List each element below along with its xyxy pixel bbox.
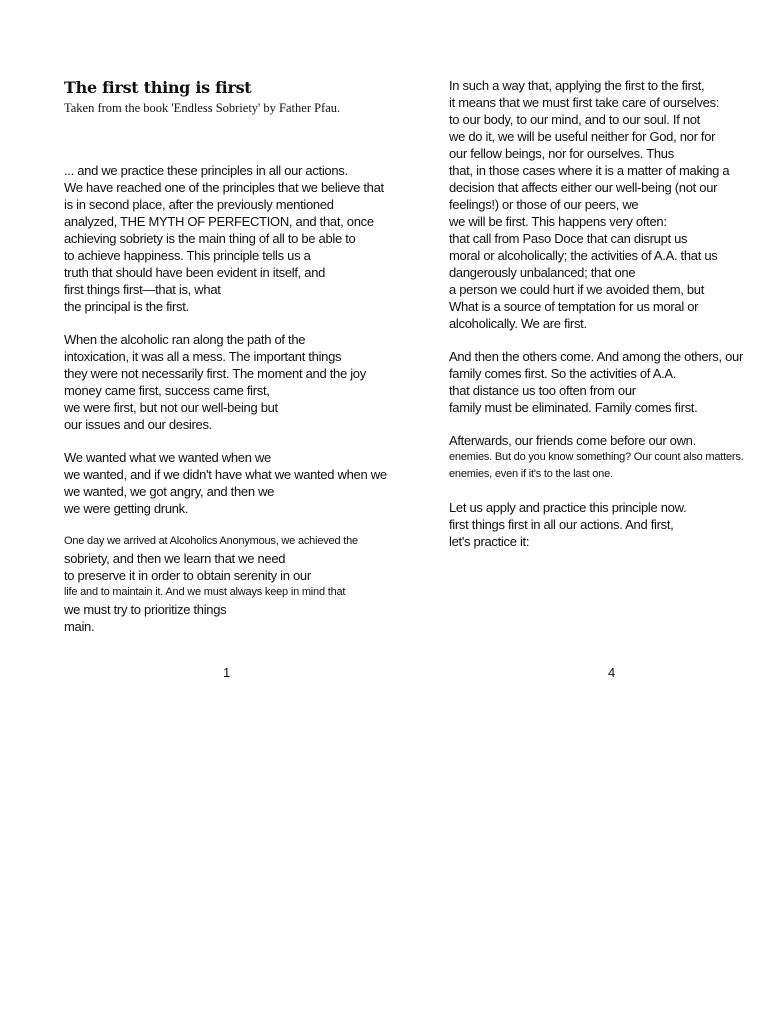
text-line: One day we arrived at Alcoholics Anonymous, we achieved the (64, 535, 358, 547)
left-page-column (64, 77, 409, 635)
text-line: We have reached one of the principles that we believe that (64, 180, 384, 195)
text-line: we wanted, and if we didn't have what we wanted when we (64, 467, 387, 482)
paragraph (449, 348, 768, 416)
text-line: What is a source of temptation for us moral or (449, 299, 699, 314)
text-line: main. (64, 619, 95, 634)
text-line: to our body, to our mind, and to our soul. If not (449, 112, 700, 127)
paragraph (449, 77, 768, 332)
text-line: dangerously unbalanced; that one (449, 265, 636, 280)
text-line: we were getting drunk. (64, 501, 189, 516)
text-line: intoxication, it was all a mess. The important things (64, 349, 342, 364)
text-line: we must try to prioritize things (64, 602, 227, 617)
text-line: the principal is the first. (64, 299, 189, 314)
text-line: they were not necessarily first. The moment and the joy (64, 366, 366, 381)
text-line: sobriety, and then we learn that we need (64, 551, 286, 566)
document-title: The first thing is first (64, 78, 252, 97)
text-line: family must be eliminated. Family comes first. (449, 400, 698, 415)
text-line: money came first, success came first, (64, 383, 270, 398)
text-line: family comes first. So the activities of A.A. (449, 366, 677, 381)
text-line: Afterwards, our friends come before our own. (449, 433, 696, 448)
text-line: When the alcoholic ran along the path of the (64, 332, 306, 347)
document-subtitle: Taken from the book 'Endless Sobriety' by Father Pfau. (64, 101, 341, 115)
paragraph (64, 331, 409, 433)
text-line: we were first, but not our well-being but (64, 400, 278, 415)
text-line: that call from Paso Doce that can disrupt us (449, 231, 688, 246)
text-line: first things first—that is, what (64, 282, 221, 297)
text-line: is in second place, after the previously mentioned (64, 197, 334, 212)
text-line: ... and we practice these principles in all our actions. (64, 163, 348, 178)
page-number-left: 1 (223, 665, 231, 680)
text-line: it means that we must first take care of ourselves: (449, 95, 720, 110)
left-body-text (64, 162, 409, 635)
text-line: feelings!) or those of our peers, we (449, 197, 639, 212)
text-line: that distance us too often from our (449, 383, 636, 398)
text-line: a person we could hurt if we avoided them, but (449, 282, 705, 297)
text-line: first things first in all our actions. And first, (449, 517, 674, 532)
text-line: our fellow beings, nor for ourselves. Thus (449, 146, 674, 161)
text-line: that, in those cases where it is a matter of making a (449, 163, 730, 178)
text-line: enemies. But do you know something? Our count also matters. (449, 451, 744, 463)
text-line: decision that affects either our well-being (not our (449, 180, 718, 195)
paragraph (64, 533, 409, 635)
text-line: we wanted, we got angry, and then we (64, 484, 275, 499)
text-line: Let us apply and practice this principle now. (449, 500, 687, 515)
page-number-right: 4 (608, 665, 616, 680)
text-line: life and to maintain it. And we must always keep in mind that (64, 586, 346, 598)
right-body-text (449, 77, 768, 550)
paragraph (449, 499, 768, 550)
text-line: truth that should have been evident in itself, and (64, 265, 326, 280)
paragraph (64, 449, 409, 517)
text-line: we do it, we will be useful neither for God, nor for (449, 129, 716, 144)
text-line: enemies, even if it's to the last one. (449, 468, 613, 480)
text-line: In such a way that, applying the first to the first, (449, 78, 705, 93)
text-line: let's practice it: (449, 534, 530, 549)
text-line: alcoholically. We are first. (449, 316, 587, 331)
paragraph (449, 432, 768, 483)
text-line: We wanted what we wanted when we (64, 450, 271, 465)
text-line: moral or alcoholically; the activities of A.A. that us (449, 248, 718, 263)
text-line: to achieve happiness. This principle tells us a (64, 248, 311, 263)
text-line: to preserve it in order to obtain serenity in our (64, 568, 311, 583)
text-line: our issues and our desires. (64, 417, 212, 432)
text-line: And then the others come. And among the others, our (449, 349, 744, 364)
text-line: we will be first. This happens very often: (449, 214, 667, 229)
text-line: analyzed, THE MYTH OF PERFECTION, and that, once (64, 214, 374, 229)
text-line: achieving sobriety is the main thing of all to be able to (64, 231, 356, 246)
paragraph (64, 162, 409, 315)
right-page-column (449, 77, 768, 550)
